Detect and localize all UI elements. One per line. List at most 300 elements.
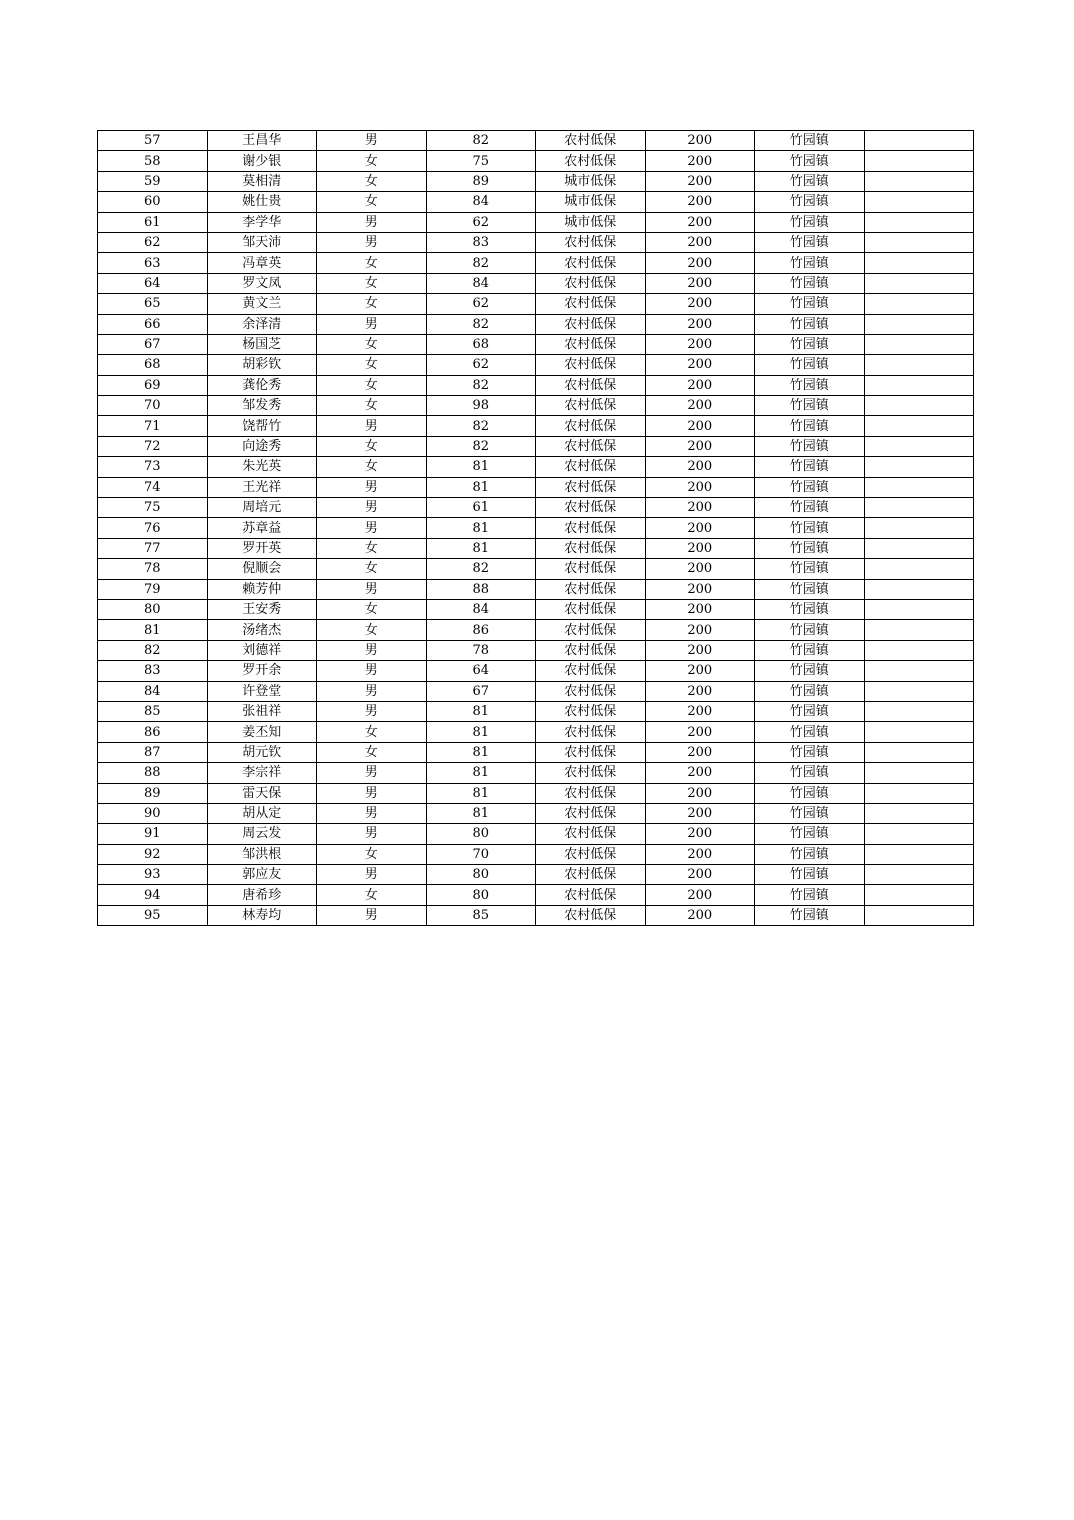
note-cell <box>864 559 974 579</box>
category-cell: 农村低保 <box>536 436 646 456</box>
amount-cell: 200 <box>645 314 755 334</box>
name-cell: 罗开余 <box>207 661 317 681</box>
town-cell: 竹园镇 <box>755 803 865 823</box>
age-cell: 81 <box>426 538 536 558</box>
amount-cell: 200 <box>645 498 755 518</box>
gender-cell: 男 <box>317 905 427 925</box>
amount-cell: 200 <box>645 620 755 640</box>
gender-cell: 女 <box>317 396 427 416</box>
amount-cell: 200 <box>645 355 755 375</box>
town-cell: 竹园镇 <box>755 334 865 354</box>
age-cell: 64 <box>426 661 536 681</box>
name-cell: 周培元 <box>207 498 317 518</box>
name-cell: 许登堂 <box>207 681 317 701</box>
amount-cell: 200 <box>645 640 755 660</box>
age-cell: 82 <box>426 375 536 395</box>
gender-cell: 男 <box>317 498 427 518</box>
table-row <box>98 375 974 395</box>
name-cell: 刘德祥 <box>207 640 317 660</box>
name-cell: 赖芳仲 <box>207 579 317 599</box>
category-cell: 农村低保 <box>536 824 646 844</box>
town-cell: 竹园镇 <box>755 783 865 803</box>
age-cell: 98 <box>426 396 536 416</box>
row-number-cell: 73 <box>98 457 208 477</box>
name-cell: 唐希珍 <box>207 885 317 905</box>
name-cell: 冯章英 <box>207 253 317 273</box>
gender-cell: 女 <box>317 436 427 456</box>
gender-cell: 女 <box>317 885 427 905</box>
amount-cell: 200 <box>645 885 755 905</box>
row-number-cell: 90 <box>98 803 208 823</box>
row-number-cell: 78 <box>98 559 208 579</box>
table-row <box>98 171 974 191</box>
table-row <box>98 803 974 823</box>
name-cell: 胡彩钦 <box>207 355 317 375</box>
town-cell: 竹园镇 <box>755 294 865 314</box>
amount-cell: 200 <box>645 212 755 232</box>
gender-cell: 女 <box>317 599 427 619</box>
name-cell: 邹洪根 <box>207 844 317 864</box>
name-cell: 倪顺会 <box>207 559 317 579</box>
row-number-cell: 65 <box>98 294 208 314</box>
amount-cell: 200 <box>645 661 755 681</box>
age-cell: 80 <box>426 824 536 844</box>
town-cell: 竹园镇 <box>755 171 865 191</box>
age-cell: 89 <box>426 171 536 191</box>
category-cell: 农村低保 <box>536 294 646 314</box>
age-cell: 84 <box>426 273 536 293</box>
age-cell: 70 <box>426 844 536 864</box>
note-cell <box>864 498 974 518</box>
age-cell: 85 <box>426 905 536 925</box>
gender-cell: 男 <box>317 824 427 844</box>
row-number-cell: 62 <box>98 232 208 252</box>
table-row <box>98 355 974 375</box>
gender-cell: 男 <box>317 518 427 538</box>
category-cell: 农村低保 <box>536 375 646 395</box>
row-number-cell: 61 <box>98 212 208 232</box>
town-cell: 竹园镇 <box>755 436 865 456</box>
town-cell: 竹园镇 <box>755 681 865 701</box>
gender-cell: 女 <box>317 457 427 477</box>
age-cell: 88 <box>426 579 536 599</box>
note-cell <box>864 885 974 905</box>
gender-cell: 女 <box>317 273 427 293</box>
note-cell <box>864 803 974 823</box>
amount-cell: 200 <box>645 865 755 885</box>
table-row <box>98 334 974 354</box>
name-cell: 朱光英 <box>207 457 317 477</box>
age-cell: 82 <box>426 416 536 436</box>
note-cell <box>864 681 974 701</box>
town-cell: 竹园镇 <box>755 722 865 742</box>
town-cell: 竹园镇 <box>755 518 865 538</box>
table-row <box>98 477 974 497</box>
table-row <box>98 436 974 456</box>
category-cell: 农村低保 <box>536 457 646 477</box>
gender-cell: 女 <box>317 151 427 171</box>
note-cell <box>864 294 974 314</box>
note-cell <box>864 599 974 619</box>
gender-cell: 男 <box>317 579 427 599</box>
town-cell: 竹园镇 <box>755 559 865 579</box>
note-cell <box>864 436 974 456</box>
gender-cell: 女 <box>317 722 427 742</box>
note-cell <box>864 763 974 783</box>
table-row <box>98 457 974 477</box>
amount-cell: 200 <box>645 803 755 823</box>
note-cell <box>864 375 974 395</box>
category-cell: 农村低保 <box>536 599 646 619</box>
name-cell: 黄文兰 <box>207 294 317 314</box>
note-cell <box>864 661 974 681</box>
category-cell: 农村低保 <box>536 232 646 252</box>
row-number-cell: 85 <box>98 701 208 721</box>
note-cell <box>864 273 974 293</box>
table-row <box>98 232 974 252</box>
age-cell: 84 <box>426 599 536 619</box>
town-cell: 竹园镇 <box>755 151 865 171</box>
town-cell: 竹园镇 <box>755 314 865 334</box>
amount-cell: 200 <box>645 436 755 456</box>
age-cell: 62 <box>426 294 536 314</box>
row-number-cell: 92 <box>98 844 208 864</box>
table-row <box>98 742 974 762</box>
gender-cell: 女 <box>317 559 427 579</box>
town-cell: 竹园镇 <box>755 905 865 925</box>
row-number-cell: 67 <box>98 334 208 354</box>
amount-cell: 200 <box>645 559 755 579</box>
row-number-cell: 84 <box>98 681 208 701</box>
table-row <box>98 131 974 151</box>
town-cell: 竹园镇 <box>755 865 865 885</box>
row-number-cell: 68 <box>98 355 208 375</box>
gender-cell: 男 <box>317 783 427 803</box>
row-number-cell: 82 <box>98 640 208 660</box>
category-cell: 农村低保 <box>536 253 646 273</box>
gender-cell: 男 <box>317 131 427 151</box>
row-number-cell: 63 <box>98 253 208 273</box>
note-cell <box>864 314 974 334</box>
amount-cell: 200 <box>645 253 755 273</box>
table-row <box>98 396 974 416</box>
amount-cell: 200 <box>645 763 755 783</box>
name-cell: 张祖祥 <box>207 701 317 721</box>
age-cell: 68 <box>426 334 536 354</box>
amount-cell: 200 <box>645 742 755 762</box>
category-cell: 农村低保 <box>536 722 646 742</box>
row-number-cell: 87 <box>98 742 208 762</box>
town-cell: 竹园镇 <box>755 885 865 905</box>
town-cell: 竹园镇 <box>755 742 865 762</box>
row-number-cell: 93 <box>98 865 208 885</box>
table-row <box>98 661 974 681</box>
amount-cell: 200 <box>645 681 755 701</box>
town-cell: 竹园镇 <box>755 477 865 497</box>
town-cell: 竹园镇 <box>755 640 865 660</box>
age-cell: 62 <box>426 212 536 232</box>
category-cell: 农村低保 <box>536 803 646 823</box>
note-cell <box>864 518 974 538</box>
town-cell: 竹园镇 <box>755 192 865 212</box>
table-row <box>98 314 974 334</box>
age-cell: 81 <box>426 518 536 538</box>
table-row <box>98 844 974 864</box>
row-number-cell: 77 <box>98 538 208 558</box>
age-cell: 78 <box>426 640 536 660</box>
age-cell: 81 <box>426 783 536 803</box>
name-cell: 李学华 <box>207 212 317 232</box>
note-cell <box>864 171 974 191</box>
row-number-cell: 79 <box>98 579 208 599</box>
amount-cell: 200 <box>645 701 755 721</box>
name-cell: 周云发 <box>207 824 317 844</box>
note-cell <box>864 640 974 660</box>
note-cell <box>864 620 974 640</box>
row-number-cell: 59 <box>98 171 208 191</box>
category-cell: 农村低保 <box>536 865 646 885</box>
row-number-cell: 64 <box>98 273 208 293</box>
table-row <box>98 579 974 599</box>
age-cell: 75 <box>426 151 536 171</box>
gender-cell: 女 <box>317 171 427 191</box>
gender-cell: 女 <box>317 620 427 640</box>
gender-cell: 女 <box>317 355 427 375</box>
amount-cell: 200 <box>645 905 755 925</box>
row-number-cell: 69 <box>98 375 208 395</box>
name-cell: 谢少银 <box>207 151 317 171</box>
gender-cell: 男 <box>317 865 427 885</box>
note-cell <box>864 131 974 151</box>
table-row <box>98 518 974 538</box>
category-cell: 农村低保 <box>536 905 646 925</box>
category-cell: 农村低保 <box>536 334 646 354</box>
name-cell: 向途秀 <box>207 436 317 456</box>
town-cell: 竹园镇 <box>755 355 865 375</box>
note-cell <box>864 355 974 375</box>
note-cell <box>864 844 974 864</box>
row-number-cell: 94 <box>98 885 208 905</box>
note-cell <box>864 457 974 477</box>
gender-cell: 男 <box>317 416 427 436</box>
age-cell: 82 <box>426 314 536 334</box>
table-row <box>98 192 974 212</box>
gender-cell: 男 <box>317 681 427 701</box>
category-cell: 农村低保 <box>536 355 646 375</box>
gender-cell: 男 <box>317 314 427 334</box>
age-cell: 83 <box>426 232 536 252</box>
row-number-cell: 95 <box>98 905 208 925</box>
town-cell: 竹园镇 <box>755 701 865 721</box>
age-cell: 62 <box>426 355 536 375</box>
category-cell: 农村低保 <box>536 314 646 334</box>
name-cell: 胡从定 <box>207 803 317 823</box>
category-cell: 城市低保 <box>536 171 646 191</box>
gender-cell: 女 <box>317 538 427 558</box>
gender-cell: 女 <box>317 375 427 395</box>
row-number-cell: 86 <box>98 722 208 742</box>
town-cell: 竹园镇 <box>755 457 865 477</box>
age-cell: 82 <box>426 253 536 273</box>
note-cell <box>864 253 974 273</box>
age-cell: 61 <box>426 498 536 518</box>
table-row <box>98 865 974 885</box>
table-row <box>98 722 974 742</box>
name-cell: 罗文凤 <box>207 273 317 293</box>
note-cell <box>864 742 974 762</box>
note-cell <box>864 232 974 252</box>
name-cell: 邹发秀 <box>207 396 317 416</box>
age-cell: 81 <box>426 701 536 721</box>
town-cell: 竹园镇 <box>755 824 865 844</box>
amount-cell: 200 <box>645 151 755 171</box>
gender-cell: 女 <box>317 192 427 212</box>
town-cell: 竹园镇 <box>755 538 865 558</box>
amount-cell: 200 <box>645 538 755 558</box>
amount-cell: 200 <box>645 396 755 416</box>
category-cell: 农村低保 <box>536 538 646 558</box>
age-cell: 81 <box>426 457 536 477</box>
category-cell: 农村低保 <box>536 477 646 497</box>
town-cell: 竹园镇 <box>755 131 865 151</box>
name-cell: 汤绪杰 <box>207 620 317 640</box>
note-cell <box>864 722 974 742</box>
age-cell: 82 <box>426 436 536 456</box>
category-cell: 农村低保 <box>536 763 646 783</box>
amount-cell: 200 <box>645 783 755 803</box>
amount-cell: 200 <box>645 824 755 844</box>
table-row <box>98 212 974 232</box>
row-number-cell: 83 <box>98 661 208 681</box>
row-number-cell: 76 <box>98 518 208 538</box>
category-cell: 农村低保 <box>536 131 646 151</box>
gender-cell: 女 <box>317 253 427 273</box>
gender-cell: 男 <box>317 477 427 497</box>
row-number-cell: 60 <box>98 192 208 212</box>
row-number-cell: 66 <box>98 314 208 334</box>
amount-cell: 200 <box>645 579 755 599</box>
name-cell: 邹天沛 <box>207 232 317 252</box>
name-cell: 李宗祥 <box>207 763 317 783</box>
category-cell: 农村低保 <box>536 498 646 518</box>
category-cell: 农村低保 <box>536 681 646 701</box>
note-cell <box>864 334 974 354</box>
category-cell: 农村低保 <box>536 701 646 721</box>
amount-cell: 200 <box>645 477 755 497</box>
amount-cell: 200 <box>645 457 755 477</box>
note-cell <box>864 538 974 558</box>
town-cell: 竹园镇 <box>755 416 865 436</box>
amount-cell: 200 <box>645 416 755 436</box>
town-cell: 竹园镇 <box>755 375 865 395</box>
amount-cell: 200 <box>645 722 755 742</box>
name-cell: 莫相清 <box>207 171 317 191</box>
category-cell: 农村低保 <box>536 640 646 660</box>
town-cell: 竹园镇 <box>755 599 865 619</box>
amount-cell: 200 <box>645 375 755 395</box>
name-cell: 王光祥 <box>207 477 317 497</box>
age-cell: 67 <box>426 681 536 701</box>
category-cell: 农村低保 <box>536 559 646 579</box>
row-number-cell: 75 <box>98 498 208 518</box>
row-number-cell: 81 <box>98 620 208 640</box>
row-number-cell: 88 <box>98 763 208 783</box>
table-row <box>98 151 974 171</box>
note-cell <box>864 151 974 171</box>
category-cell: 城市低保 <box>536 192 646 212</box>
table-row <box>98 620 974 640</box>
age-cell: 86 <box>426 620 536 640</box>
age-cell: 81 <box>426 742 536 762</box>
note-cell <box>864 579 974 599</box>
row-number-cell: 71 <box>98 416 208 436</box>
name-cell: 姚仕贵 <box>207 192 317 212</box>
age-cell: 81 <box>426 803 536 823</box>
age-cell: 82 <box>426 559 536 579</box>
gender-cell: 男 <box>317 640 427 660</box>
table-row <box>98 253 974 273</box>
town-cell: 竹园镇 <box>755 620 865 640</box>
note-cell <box>864 905 974 925</box>
name-cell: 饶帮竹 <box>207 416 317 436</box>
table-row <box>98 824 974 844</box>
table-row <box>98 559 974 579</box>
age-cell: 82 <box>426 131 536 151</box>
row-number-cell: 80 <box>98 599 208 619</box>
table-row <box>98 498 974 518</box>
row-number-cell: 91 <box>98 824 208 844</box>
amount-cell: 200 <box>645 273 755 293</box>
age-cell: 81 <box>426 722 536 742</box>
row-number-cell: 70 <box>98 396 208 416</box>
name-cell: 林寿均 <box>207 905 317 925</box>
roster-table <box>97 130 974 926</box>
name-cell: 龚伦秀 <box>207 375 317 395</box>
town-cell: 竹园镇 <box>755 763 865 783</box>
table-row <box>98 885 974 905</box>
town-cell: 竹园镇 <box>755 212 865 232</box>
amount-cell: 200 <box>645 294 755 314</box>
category-cell: 农村低保 <box>536 273 646 293</box>
note-cell <box>864 783 974 803</box>
table-row <box>98 538 974 558</box>
category-cell: 农村低保 <box>536 620 646 640</box>
note-cell <box>864 416 974 436</box>
name-cell: 杨国芝 <box>207 334 317 354</box>
note-cell <box>864 192 974 212</box>
row-number-cell: 57 <box>98 131 208 151</box>
category-cell: 农村低保 <box>536 844 646 864</box>
table-row <box>98 763 974 783</box>
amount-cell: 200 <box>645 171 755 191</box>
age-cell: 81 <box>426 477 536 497</box>
amount-cell: 200 <box>645 334 755 354</box>
gender-cell: 男 <box>317 212 427 232</box>
row-number-cell: 89 <box>98 783 208 803</box>
gender-cell: 男 <box>317 232 427 252</box>
category-cell: 城市低保 <box>536 212 646 232</box>
table-row <box>98 701 974 721</box>
note-cell <box>864 212 974 232</box>
name-cell: 罗开英 <box>207 538 317 558</box>
town-cell: 竹园镇 <box>755 844 865 864</box>
amount-cell: 200 <box>645 131 755 151</box>
note-cell <box>864 865 974 885</box>
gender-cell: 女 <box>317 742 427 762</box>
gender-cell: 男 <box>317 803 427 823</box>
amount-cell: 200 <box>645 518 755 538</box>
town-cell: 竹园镇 <box>755 232 865 252</box>
